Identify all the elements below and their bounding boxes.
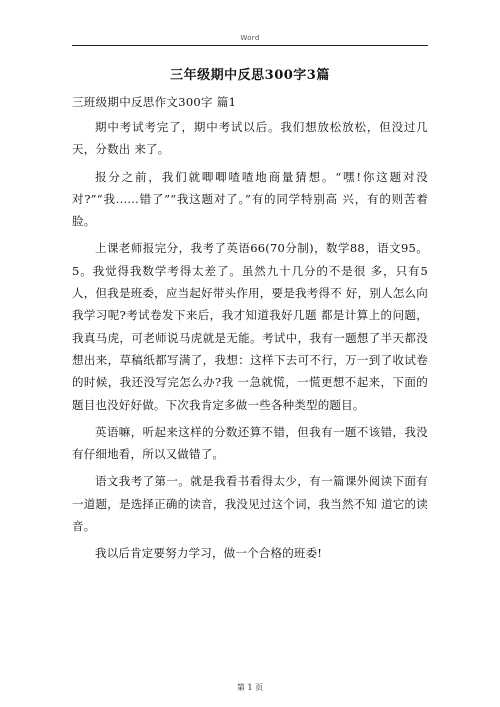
paragraph: 英语嘛，听起来这样的分数还算不错，但我有一题不该错，我没有仔细地看，所以又做错了。 (72, 424, 428, 462)
paragraph: 期中考试考完了，期中考试以后。我们想放松放松，但没过几天，分数出 来了。 (72, 120, 428, 157)
document-body (72, 116, 428, 570)
document-title: 三年级期中反思300字3篇 (170, 68, 330, 83)
paragraph: 上课老师报完分，我考了英语66(70分制)，数学88，语文95。5。我觉得我数学考得太差了。虽然九十几分的不是很 多，只有5人，但我是班委，应当起好带头作用，要是我考得不 好，别人怎么向我学习呢?考试卷发下来后，我才知道我好几题 都是计算上的问题，我真马虎，可老师说马虎就是无能。考试中，我有一题想了半天都没想出来，草稿纸都写满了，我想：这样下去可不行，万一到了收试卷的时候，我还没写完怎么办?我 一急就慌，一慌更想不起来，下面的题目也没好好做。下次我肯定多做一些各种类型的题目。 (72, 241, 428, 412)
header-rule (72, 45, 428, 46)
paragraph: 报分之前，我们就唧唧喳喳地商量猜想。“嘿!你这题对没对?”“我......错了”“我这题对了。”有的同学特别高 兴，有的则苦着脸。 (72, 169, 428, 229)
document-subtitle: 三班级期中反思作文300字 篇1 (72, 95, 237, 109)
paragraph: 我以后肯定要努力学习，做一个合格的班委! (95, 546, 323, 561)
app-label: Word (240, 34, 260, 42)
paragraph: 语文我考了第一。就是我看书看得太少，有一篇课外阅读下面有一道题，是选择正确的读音，我没见过这个词，我当然不知 道它的读音。 (72, 474, 428, 534)
page-number: 第 1 页 (236, 683, 264, 692)
